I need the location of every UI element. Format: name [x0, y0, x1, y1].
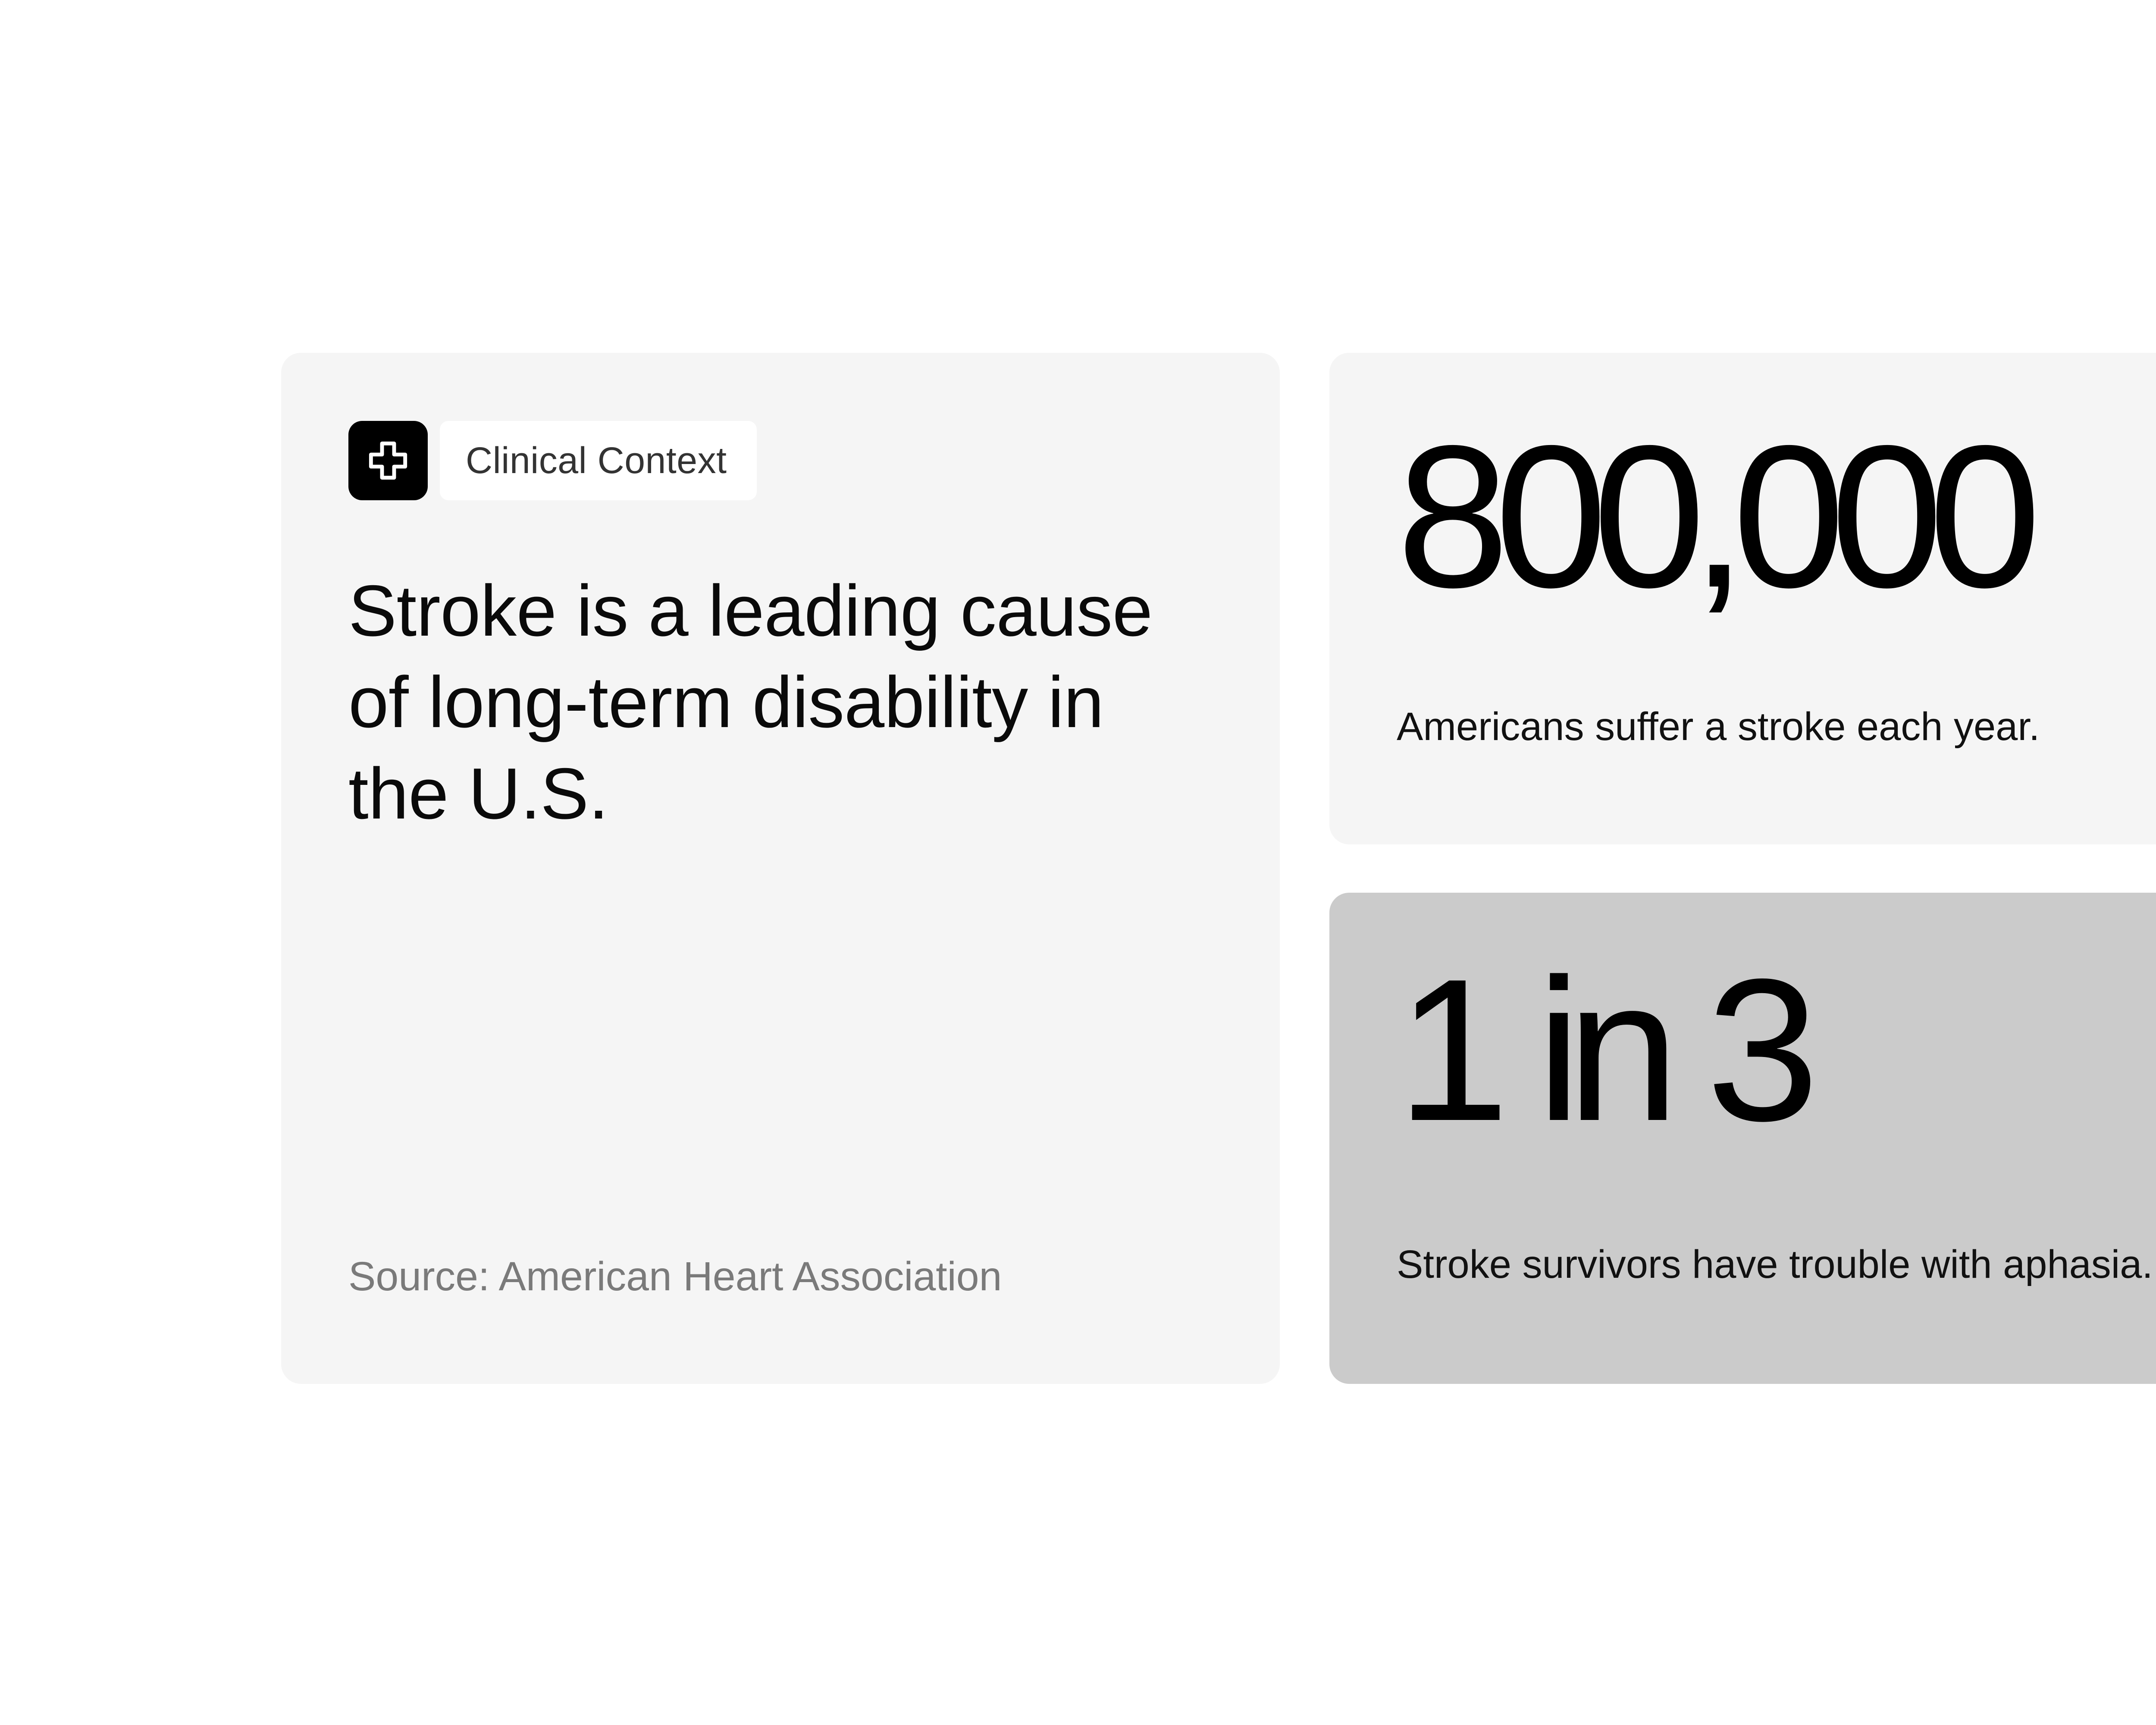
clinical-context-card	[281, 353, 1280, 1384]
stat-caption: Stroke survivors have trouble with aphasia.	[1397, 1242, 2153, 1286]
medical-cross-icon	[348, 421, 428, 500]
stat-card-aphasia	[1329, 893, 2156, 1384]
medical-cross-icon-graphic	[364, 436, 412, 485]
headline: Stroke is a leading cause of long-term disability in the U.S.	[348, 570, 1153, 834]
stat-value: 1 in 3	[1397, 937, 1805, 1163]
source-citation: Source: American Heart Association	[348, 1254, 1002, 1299]
stat-caption: Americans suffer a stroke each year.	[1397, 705, 2040, 749]
stat-value: 800,000	[1397, 403, 2027, 630]
tag-label: Clinical Context	[440, 421, 757, 500]
clinical-context-tag	[348, 421, 1213, 500]
stat-card-annual-strokes	[1329, 353, 2156, 844]
